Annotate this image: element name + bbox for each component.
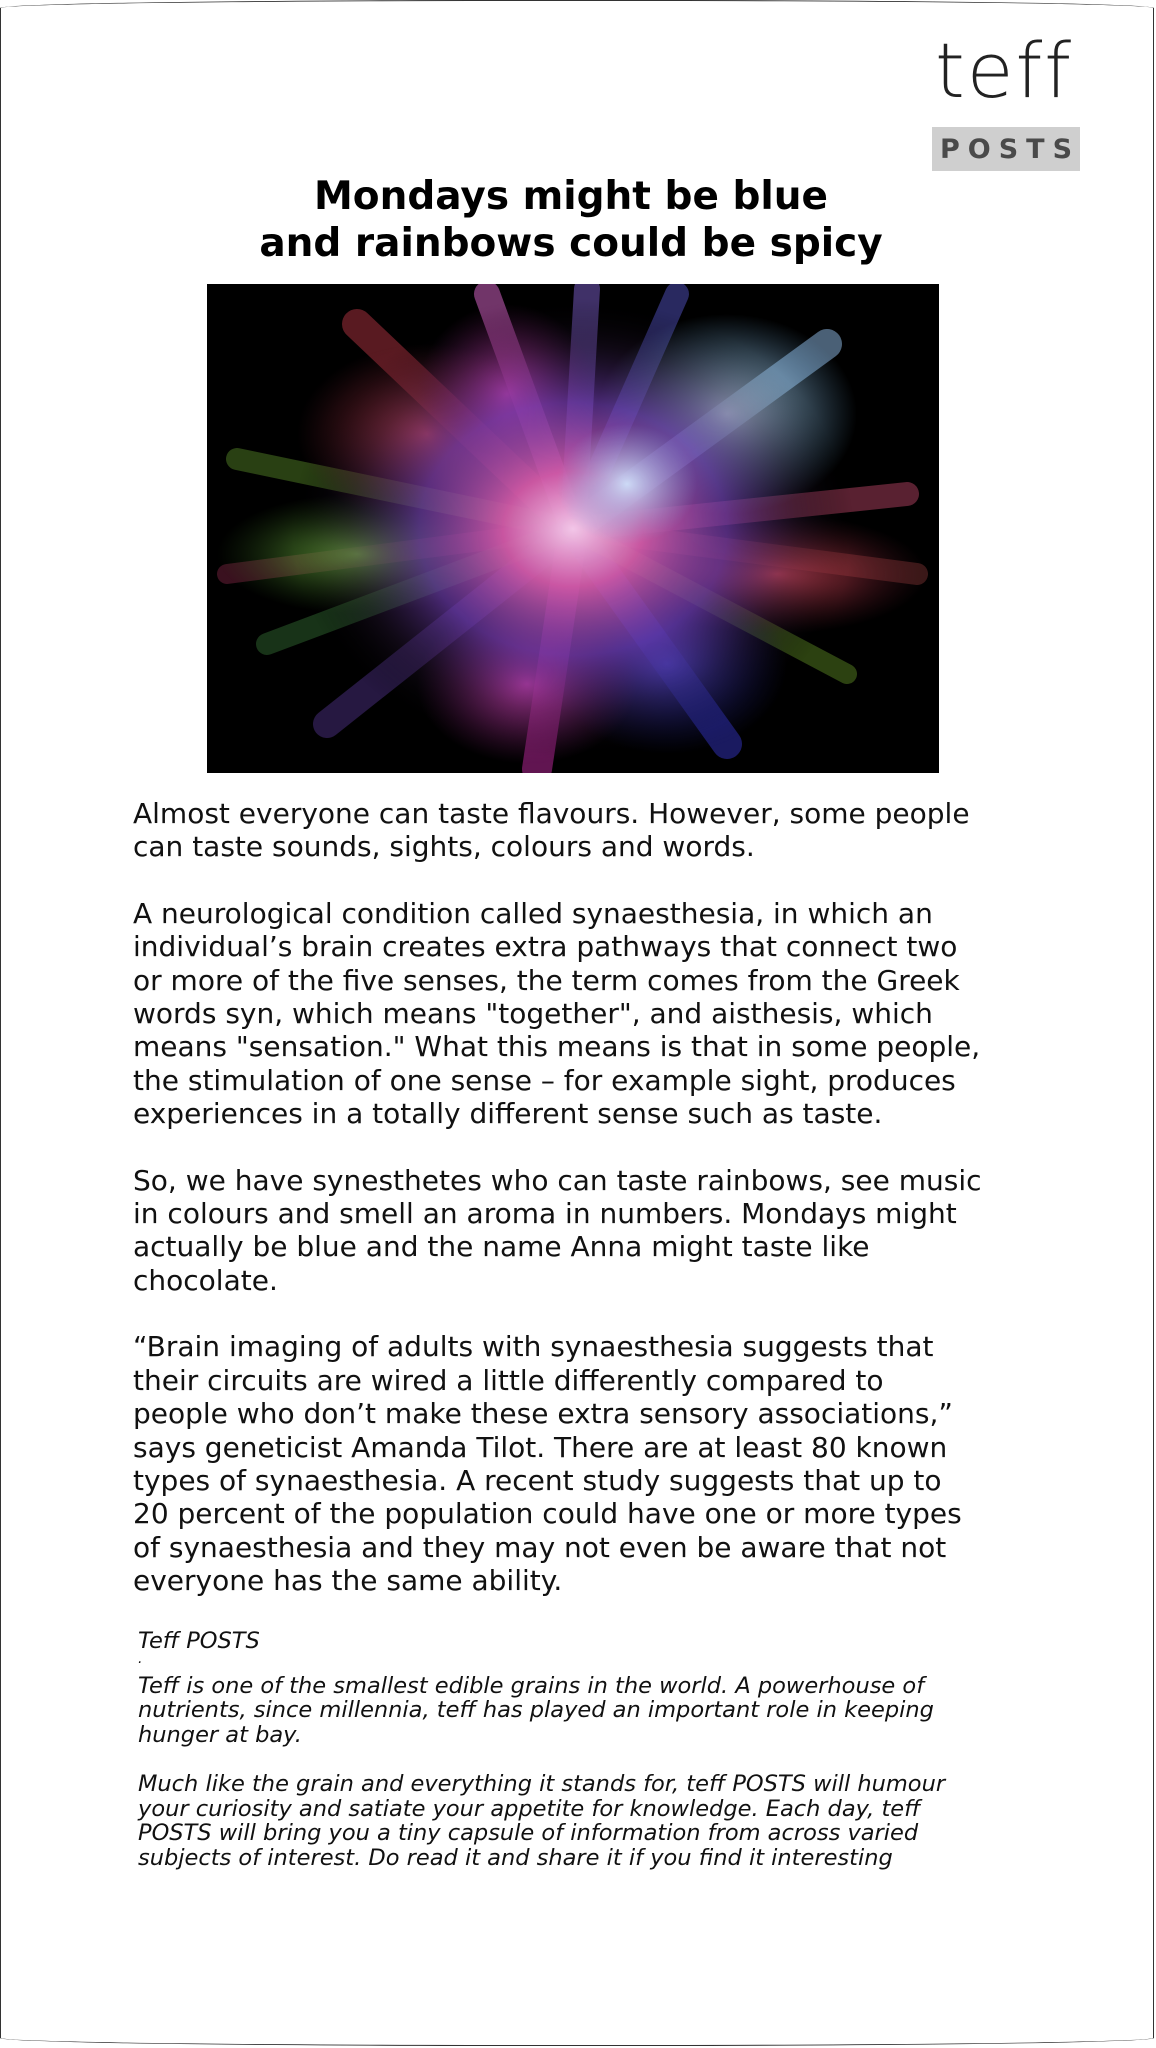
title-line-2: and rainbows could be spicy <box>259 221 883 266</box>
title-line-1: Mondays might be blue <box>314 174 828 219</box>
teff-posts-logo <box>928 26 1081 171</box>
hero-illustration <box>207 284 939 773</box>
footer-about <box>138 1629 1038 1895</box>
footer-about-teff: Teff is one of the smallest edible grains in the world. A powerhouse of nutrients, since millennia, teff has played an important role in keeping hunger at bay. <box>138 1672 934 1748</box>
logo-posts-text: POSTS <box>939 133 1081 165</box>
paragraph-intro: Almost everyone can taste flavours. However, some people can taste sounds, sights, colours and words. <box>133 797 970 864</box>
paragraph-definition: A neurological condition called synaesthesia, in which an individual’s brain creates extra pathways that connect two or more of the five senses, the term comes from the Greek words syn, which means "together", and aisthesis, which means "sensation." What this means is that in some people, the stimulation of one sense – for example sight, produces experiences in a totally different sense such as taste. <box>133 896 981 1131</box>
page-title <box>161 173 981 267</box>
footer-brand: Teff POSTS <box>138 1628 260 1654</box>
color-powder-explosion-image <box>207 284 939 773</box>
logo-posts-bar <box>932 127 1080 171</box>
paragraph-examples: So, we have synesthetes who can taste rainbows, see music in colours and smell an aroma in numbers. Mondays might actually be blue and the name Anna might taste like chocolate. <box>133 1163 982 1297</box>
paragraph-quote: “Brain imaging of adults with synaesthesia suggests that their circuits are wired a little differently compared to people who don’t make these extra sensory associations,” says geneticist Amanda Tilot. There are at least 80 known types of synaesthesia. A recent study suggests that up to 20 percent of the population could have one or more types of synaesthesia and they may not even be aware that not everyone has the same ability. <box>133 1330 962 1598</box>
logo-wordmark: teff <box>934 26 1074 115</box>
footer-mission: Much like the grain and everything it stands for, teff POSTS will humour your curiosity and satiate your appetite for knowledge. Each day, teff POSTS will bring you a tiny capsule of information from across varied subjects of interest. Do read it and share it if you find it interesting <box>138 1771 946 1871</box>
footer-dot: . <box>138 1650 143 1667</box>
article-body <box>133 797 1033 1631</box>
